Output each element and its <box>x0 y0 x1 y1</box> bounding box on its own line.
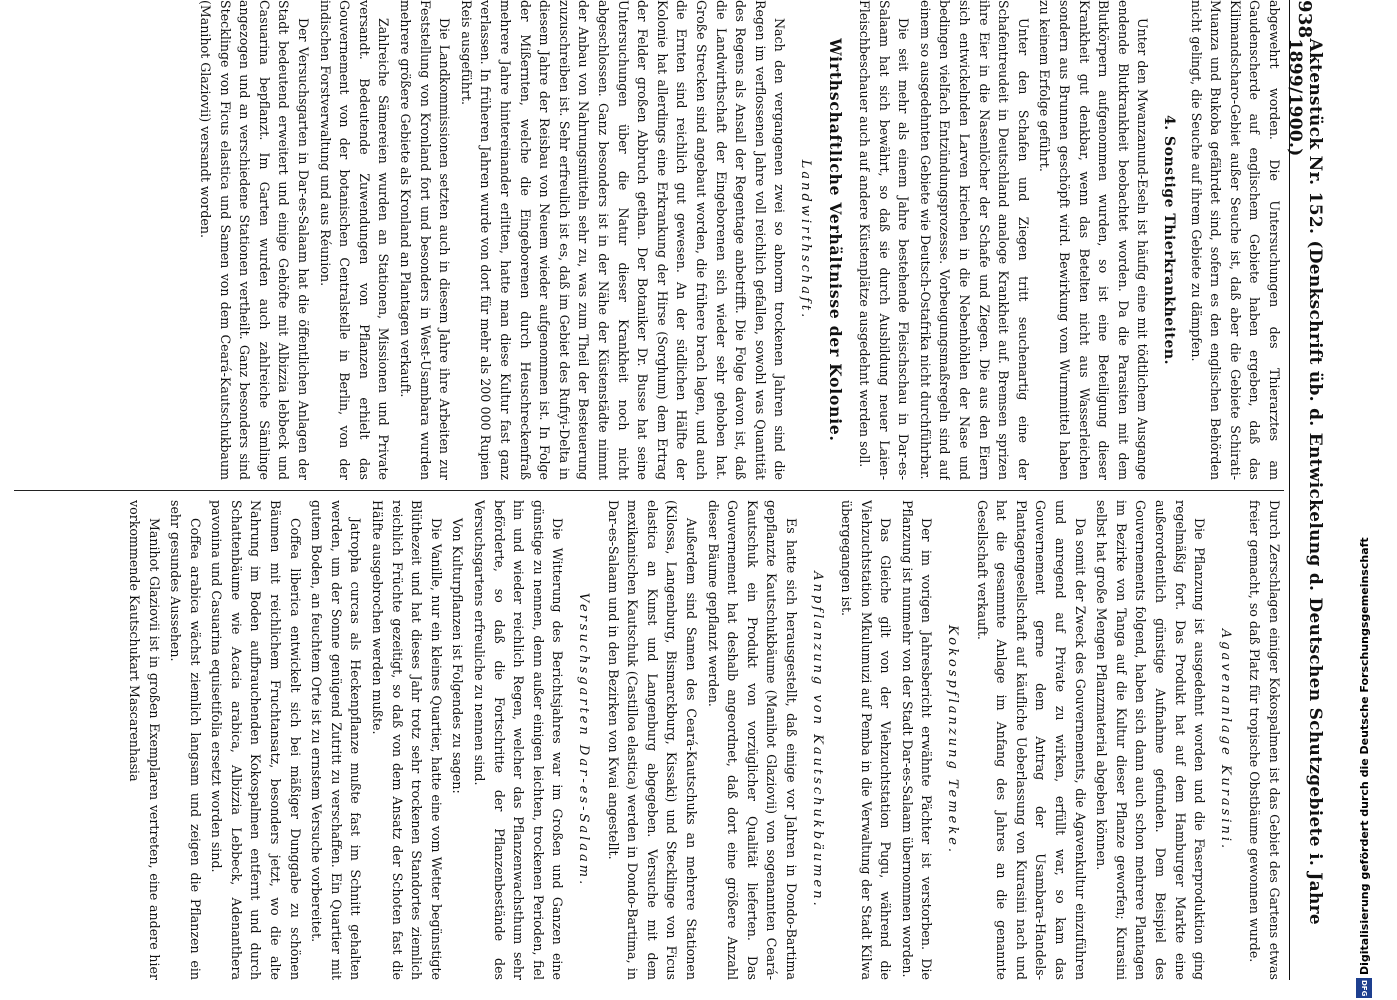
paragraph: Außerdem sind Samen des Ceará-Kautschuks an mehrere Stationen (Kilossa, Langenburg, Bismarckburg, Kissaki) und Stecklinge von Ficus elastica an Kunst und Langenburg abgegeben. Versuche mit dem mexikanischen Kautschuk (Castilloa elastica) werden in Dondo-Bartima, in Dar-es-Salaam und in den Bezirken von Kwai angestellt. <box>605 500 699 980</box>
digitization-sidebar <box>1328 0 1397 1000</box>
page-number: 938 <box>1294 0 1316 39</box>
section-heading: Anpflanzung von Kautschukbäumen. <box>809 571 825 909</box>
section-heading: Versuchsgarten Dar-es-Salaam. <box>576 592 591 888</box>
paragraph: Die Witterung des Berichtsjahres war im Großen und Ganzen eine günstige zu nennen, denn außer einigen leichten, trockenen Perioden, fiel hin und wieder reichlich Regen, welcher das Pflanzenwachsthum sehr beförderte, so daß die Fortschritte der Pflanzenbestände des Versuchsgartens erfreuliche zu nennen sind. <box>472 500 566 980</box>
paragraph: Da somit der Zweck des Gouvernements, die Agavenkultur einzuführen und anregend auf Private zu wirken, erfüllt war, so kam das Gouvernement gerne dem Antrag der Usambara-Handels-Plantagengesellschaft auf käufliche Ueberlassung von Kurasini nach und hat die gesammte Anlage im Anfang des Jahres an die genannte Gesellschaft verkauft. <box>974 500 1088 980</box>
section-heading: Wirthschaftliche Verhältnisse der Kolonie. <box>825 38 845 442</box>
paragraph: Coffea liberica entwickelt sich bei mäßiger Dunggabe zu schönen Bäumen mit reichlichem Fruchtansatz, besonders jetzt, wo die alte Nahrung im Boden aufbrauchenden Kokospalmen entfernt und durch Schattenbäume wie Acacia arabica, Albizzia Lebbeck, Adenanthera pavonina und Casuarina equisetifolia ersetzt worden sind. <box>209 500 303 980</box>
left-text-column <box>4 0 1284 480</box>
paragraph: abgewehrt worden. Die Untersuchungen des Thierarztes am Gaudenscherde auf englischem Gebiete haben ergeben, daß das Kilimandscharo-Gebiet außer Seuche ist, daß aber die Gebiete Schirati-Muanza und Bukoba gefährdet sind, sofern es den englischen Behörden nicht gelingt, die Seuche auf ihrem Gebiete zu dämpfen. <box>1188 0 1282 480</box>
paragraph: Von Kulturpflanzen ist Folgendes zu sagen: <box>450 518 466 794</box>
funding-notice: Digitalisierung gefördert durch die Deutsche Forschungsgemeinschaft <box>1358 537 1371 975</box>
dfg-logo-icon: DFG <box>1356 978 1372 998</box>
paragraph: Zahlreiche Sämereien wurden an Stationen, Missionen und Private versandt. Bedeutende Zuwendungen von Pflanzen erhielt das Gouvernement von der botanischen Centralstelle in Berlin, von der indischen Forstverwaltung und aus Réunion. <box>317 0 392 480</box>
paragraph: Nach den vergangenen zwei so abnorm trockenen Jahren sind die Regen im verflossenen Jahre voll reichlich gefallen, sowohl was Quantität des Regens als Ansall der Regentage anbetrifft. Die Folge davon ist, daß die Landwirthschaft der Eingeborenen sich wieder sehr gehoben hat. Große Strecken sind angebaut worden, die frühere brach lagen, und auch die Ernten sind reichlich gut gewesen. An der südlichen Hälfte der Kolonie hat allerdings eine Erkrankung der Hirse (Sorghum) dem Ertrag der Felder großen Abbruch gethan. Der Botaniker Dr. Busse hat seine Untersuchungen über die Natur dieser Krankheit noch nicht abgeschlossen. Ganz besonders ist in der Nähe der Küstenstädte nimmt der Anbau von Nahrungsmitteln sehr zu, was zum Theil der Besteuerung zuzuschreiben ist. Sehr erfreulich ist es, daß im Gebiet des Rufiyi-Delta in diesem Jahre der Reisbau von Neuem wieder aufgenommen ist. In Folge der Mißernten, welche die Eingeborenen durch Heuschreckenfraß mehrere Jahre hintereinander erlitten, hatte man diese Kultur fast ganz verlassen. In früheren Jahren wurde von dort für mehr als 200 000 Rupien Reis ausgeführt. <box>458 0 788 480</box>
paragraph: Der Versuchsgarten in Dar-es-Salaam hat die öffentlichen Anlagen der Stadt bedeutend erweitert und einige Gehöfte mit Albizzia lebbeck und Casuarina bepflanzt. Im Garten wurden auch zahlreiche Sämlinge angezogen und an verschiedene Stationen vertheilt. Ganz besonders sind Stecklinge von Ficus elastica und Samen von dem Ceará-Kautschukbaum (Manihot Glaziovii) versandt worden. <box>198 0 312 480</box>
paragraph: Der im vorigen Jahresbericht erwähnte Pächter ist verstorben. Die Pflanzung ist nunmehr von der Stadt Dar-es-Salaam übernommen worden. <box>899 500 935 980</box>
paragraph: Unter den Mwanzanund-Eseln ist häufig eine mit tödtlichem Ausgange endende Blutkrankheit beobachtet worden. Da die Parasiten mit dem Blutkörpern aufgenommen wurden, so ist eine Beteiligung dieser Krankheit gut denkbar, wenn das Betelten nicht aus Wasserleichen sondern aus Brunnen geschöpft wird. Bewirkung vom Wurmmittel haben zu keinem Erfolge geführt. <box>1037 0 1151 480</box>
paragraph: Die Pflanzung ist ausgedehnt worden und die Faserproduktion ging regelmäßig fort. Das Produkt hat auf dem Hamburger Markte eine außerordentlich günstige Aufnahme gefunden. Dem Beispiel des Gouvernements folgend, haben sich dann auch schon mehrere Plantagen im Bezirke von Tanga auf die Kultur dieser Pflanze geworfen; Kurasini selbst hat große Mengen Pflanzmaterial abgeben können. <box>1094 500 1208 980</box>
column-divider <box>14 490 1284 491</box>
section-heading: Agavenanlage Kurasini. <box>1217 628 1233 852</box>
page-header <box>1285 0 1325 980</box>
paragraph: Unter den Schafen und Ziegen tritt seuchenartig eine der Schafentreudeit in Deutschland analoge Krankheit auf. Bremsen sprizen ihre Eier in die Nasenlöcher der Schafe und Ziegen. Die aus den Eiern sich entwickelnden Larven kriechen in die Nebenhöhlen der Nase und bedingen vielfach Entzündungsprozesse. Vorbeugungsmaßregeln sind auf einem so ausgedehnten Gebiete wie Deutsch-Ostafrika nicht durchführbar. <box>917 0 1031 480</box>
paragraph: Durch Zerschlagen einiger Kokospalmen ist das Gebiet des Gartens etwas freier gemacht, so daß Platz für tropische Obstbäume gewonnen wurde. <box>1247 500 1282 980</box>
section-heading: 4. Sonstige Thierkrankheiten. <box>1161 115 1178 365</box>
section-heading: Landwirthschaft. <box>797 159 813 321</box>
paragraph: Die Landkommissionen setzten auch in diesem Jahre ihre Arbeiten zur Feststellung von Kronland fort und besonders in West-Usambara wurden mehrere größere Gebiete als Kronland an Plantagen verkauft. <box>398 0 453 480</box>
paragraph: Jatropha curcas als Heckenpflanze mußte fast im Schnitt gehalten werden, um der Sonne genügend Zutritt zu verschaffen. Ein Quartier mit gutem Boden, an feuchtem Orte ist zu ernstem Versuche vorbereitet. <box>309 500 364 980</box>
page-running-title: Aktenstück Nr. 152. (Denkschrift üb. d. Entwickelung d. Deutschen Schutzgebiete i. Jahre 1899/1900.) <box>1285 38 1325 925</box>
paragraph: Die seit mehr als einem Jahre bestehende Fleischschau in Dar-es-Salaam hat sich bewährt, so daß sie durch Ausbildung neuer Laien-Fleischbeschauer auch auf andere Küstenplätze ausgedehnt werden soll. <box>857 0 912 480</box>
paragraph: Es hatte sich herausgestellt, daß einige vor Jahren in Dondo-Bartima gepflanzte Kautschukbäume (Manihot Glaziovii) von sogenannten Ceará-Kautschuk ein Produkt von vorzüglicher Qualität lieferten. Das Gouvernement hat deshalb angeordnet, daß dort eine größere Anzahl dieser Bäume gepflanzt werden. <box>705 500 799 980</box>
paragraph: Das Gleiche gilt von der Viehzuchtstation Pugu, während die Viehzuchtstation Mkulumuzi auf Pemba in die Verwaltung der Stadt Kilwa übergegangen ist. <box>839 500 894 980</box>
paragraph: Die Vanille, nur ein kleines Quartier, hatte eine vom Wetter begünstigte Blüthezeit und hat dieses Jahr trotz sehr trockenen Standortes ziemlich reichlich Früchte gezeitigt, so daß von dem Ansatz der Schoten fast die Hälfte ausgebrochen werden mußte. <box>370 500 444 980</box>
paragraph: Manihot Glaziovii ist in großen Exemplaren vertreten, eine andere hier vorkommende Kautschukart Mascarenhasia <box>126 500 162 980</box>
paragraph: Coffea arabica wächst ziemlich langsam und zeigen die Pflanzen ein sehr gesundes Aussehen. <box>168 500 203 980</box>
section-heading: Kokospflanzung Temeke. <box>945 624 961 856</box>
right-text-column <box>4 500 1284 980</box>
